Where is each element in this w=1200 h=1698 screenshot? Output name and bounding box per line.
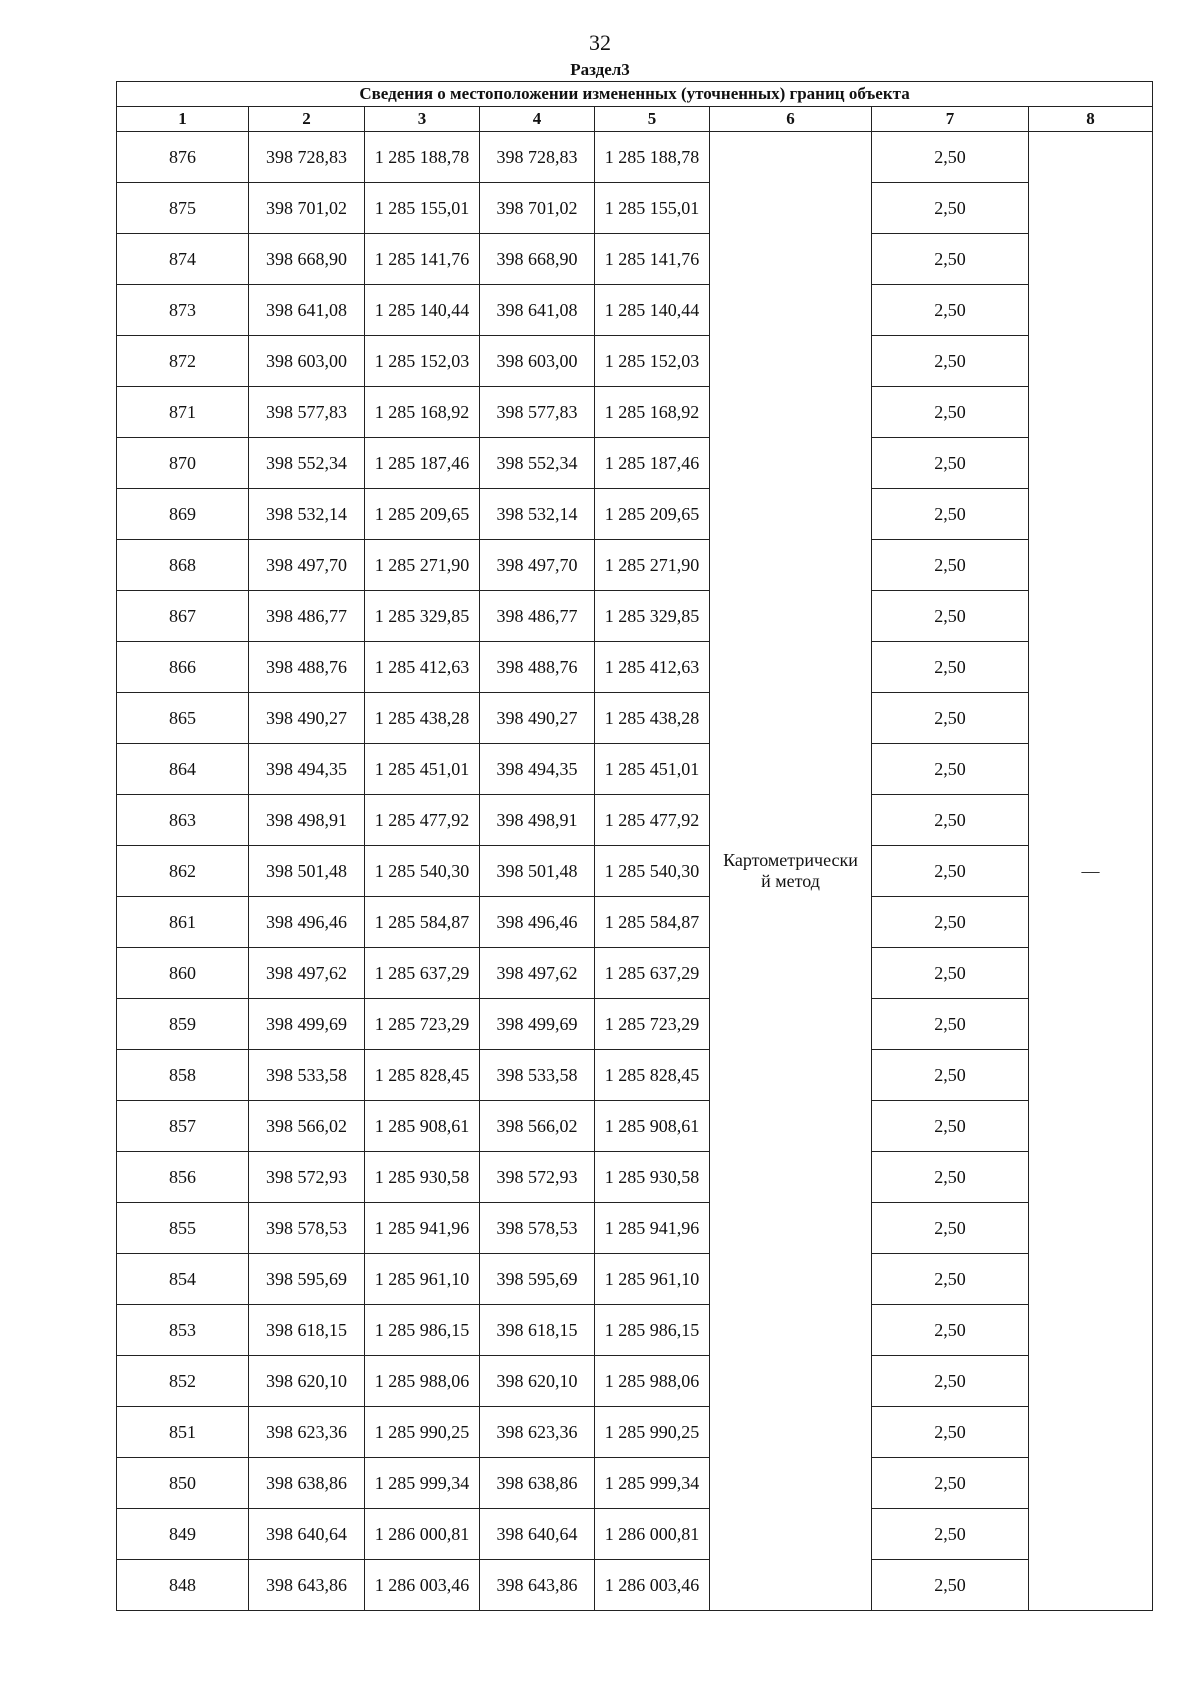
- table-row: [117, 1305, 1153, 1356]
- table-cell: 1 285 540,30: [595, 846, 710, 897]
- table-cell: 853: [117, 1305, 249, 1356]
- table-cell: 398 638,86: [249, 1458, 365, 1509]
- table-cell: 851: [117, 1407, 249, 1458]
- table-cell: 1 285 451,01: [595, 744, 710, 795]
- accuracy-cell: 2,50: [872, 183, 1029, 234]
- table-cell: 398 488,76: [249, 642, 365, 693]
- table-cell: 398 668,90: [480, 234, 595, 285]
- table-cell: 876: [117, 132, 249, 183]
- table-cell: 855: [117, 1203, 249, 1254]
- page-number: 32: [589, 30, 611, 55]
- table-cell: 1 285 637,29: [365, 948, 480, 999]
- table-cell: 398 552,34: [249, 438, 365, 489]
- table-cell: 1 285 988,06: [595, 1356, 710, 1407]
- table-cell: 398 728,83: [249, 132, 365, 183]
- table-cell: 849: [117, 1509, 249, 1560]
- column-number: 2: [249, 107, 365, 132]
- table-cell: 398 640,64: [249, 1509, 365, 1560]
- table-cell: 1 285 941,96: [365, 1203, 480, 1254]
- table-row: [117, 591, 1153, 642]
- table-row: [117, 234, 1153, 285]
- table-cell: 1 285 141,76: [365, 234, 480, 285]
- table-cell: 854: [117, 1254, 249, 1305]
- table-row: [117, 132, 1153, 183]
- table-row: [117, 336, 1153, 387]
- table-cell: 398 578,53: [249, 1203, 365, 1254]
- table-cell: 1 285 723,29: [365, 999, 480, 1050]
- accuracy-cell: 2,50: [872, 1050, 1029, 1101]
- table-cell: 398 501,48: [249, 846, 365, 897]
- table-cell: 1 285 271,90: [365, 540, 480, 591]
- accuracy-cell: 2,50: [872, 387, 1029, 438]
- method-line: й метод: [761, 871, 820, 891]
- table-cell: 398 486,77: [249, 591, 365, 642]
- table-row: [117, 1560, 1153, 1611]
- table-cell: 398 490,27: [480, 693, 595, 744]
- accuracy-cell: 2,50: [872, 642, 1029, 693]
- table-cell: 398 499,69: [249, 999, 365, 1050]
- table-cell: 1 286 003,46: [595, 1560, 710, 1611]
- table-cell: 1 285 155,01: [595, 183, 710, 234]
- table-cell: 398 603,00: [249, 336, 365, 387]
- table-cell: 1 285 140,44: [595, 285, 710, 336]
- table-cell: 398 532,14: [480, 489, 595, 540]
- table-cell: 1 285 637,29: [595, 948, 710, 999]
- table-cell: 874: [117, 234, 249, 285]
- table-cell: 1 285 828,45: [595, 1050, 710, 1101]
- table-cell: 1 285 329,85: [365, 591, 480, 642]
- accuracy-cell: 2,50: [872, 948, 1029, 999]
- table-cell: 1 285 329,85: [595, 591, 710, 642]
- section-title: Раздел3: [570, 60, 630, 79]
- table-row: [117, 1356, 1153, 1407]
- accuracy-cell: 2,50: [872, 1305, 1029, 1356]
- table-cell: 398 566,02: [249, 1101, 365, 1152]
- table-cell: 398 620,10: [249, 1356, 365, 1407]
- table-cell: 1 285 999,34: [365, 1458, 480, 1509]
- table-cell: 871: [117, 387, 249, 438]
- table-cell: 1 285 990,25: [595, 1407, 710, 1458]
- table-cell: 852: [117, 1356, 249, 1407]
- table-cell: 1 286 000,81: [365, 1509, 480, 1560]
- column8-cell: —: [1029, 132, 1153, 1611]
- table-cell: 398 566,02: [480, 1101, 595, 1152]
- table-body: [117, 132, 1153, 1611]
- table-cell: 398 552,34: [480, 438, 595, 489]
- table-cell: 398 497,62: [480, 948, 595, 999]
- table-cell: 861: [117, 897, 249, 948]
- table-cell: 1 285 961,10: [595, 1254, 710, 1305]
- table-cell: 398 618,15: [480, 1305, 595, 1356]
- table-cell: 398 640,64: [480, 1509, 595, 1560]
- accuracy-cell: 2,50: [872, 846, 1029, 897]
- table-cell: 858: [117, 1050, 249, 1101]
- table-cell: 398 496,46: [480, 897, 595, 948]
- accuracy-cell: 2,50: [872, 438, 1029, 489]
- table-cell: 1 285 999,34: [595, 1458, 710, 1509]
- table-cell: 1 285 988,06: [365, 1356, 480, 1407]
- accuracy-cell: 2,50: [872, 1356, 1029, 1407]
- table-cell: 398 643,86: [480, 1560, 595, 1611]
- table-cell: 398 618,15: [249, 1305, 365, 1356]
- accuracy-cell: 2,50: [872, 1203, 1029, 1254]
- table-cell: 1 285 152,03: [365, 336, 480, 387]
- table-row: [117, 795, 1153, 846]
- table-cell: 1 285 477,92: [365, 795, 480, 846]
- table-cell: 398 499,69: [480, 999, 595, 1050]
- table-cell: 866: [117, 642, 249, 693]
- table-cell: 398 578,53: [480, 1203, 595, 1254]
- table-cell: 398 498,91: [480, 795, 595, 846]
- table-cell: 1 285 723,29: [595, 999, 710, 1050]
- table-row: [117, 1509, 1153, 1560]
- table-cell: 1 285 412,63: [595, 642, 710, 693]
- table-row: [117, 897, 1153, 948]
- table-cell: 1 285 438,28: [595, 693, 710, 744]
- table-cell: 398 486,77: [480, 591, 595, 642]
- table-cell: 1 285 986,15: [595, 1305, 710, 1356]
- accuracy-cell: 2,50: [872, 1560, 1029, 1611]
- table-row: [117, 948, 1153, 999]
- table-cell: 875: [117, 183, 249, 234]
- table-row: [117, 387, 1153, 438]
- table-cell: 398 572,93: [249, 1152, 365, 1203]
- table-cell: 398 595,69: [480, 1254, 595, 1305]
- table-cell: 398 490,27: [249, 693, 365, 744]
- table-row: [117, 1101, 1153, 1152]
- table-row: [117, 1407, 1153, 1458]
- column-number: 6: [710, 107, 872, 132]
- accuracy-cell: 2,50: [872, 999, 1029, 1050]
- table-cell: 863: [117, 795, 249, 846]
- table-cell: 398 497,70: [249, 540, 365, 591]
- table-row: [117, 489, 1153, 540]
- coordinates-table: [116, 81, 1153, 1611]
- table-cell: 1 285 930,58: [365, 1152, 480, 1203]
- table-cell: 867: [117, 591, 249, 642]
- table-cell: 1 285 451,01: [365, 744, 480, 795]
- table-cell: 1 285 168,92: [365, 387, 480, 438]
- table-cell: 1 285 908,61: [595, 1101, 710, 1152]
- column-number: 4: [480, 107, 595, 132]
- table-row: [117, 1254, 1153, 1305]
- table-row: [117, 540, 1153, 591]
- table-cell: 1 285 412,63: [365, 642, 480, 693]
- table-cell: 872: [117, 336, 249, 387]
- table-cell: 868: [117, 540, 249, 591]
- table-cell: 1 285 152,03: [595, 336, 710, 387]
- table-cell: 1 285 188,78: [595, 132, 710, 183]
- table-cell: 398 532,14: [249, 489, 365, 540]
- table-row: [117, 693, 1153, 744]
- table-cell: 1 285 986,15: [365, 1305, 480, 1356]
- accuracy-cell: 2,50: [872, 1509, 1029, 1560]
- table-cell: 1 285 540,30: [365, 846, 480, 897]
- table-cell: 1 285 141,76: [595, 234, 710, 285]
- table-cell: 398 643,86: [249, 1560, 365, 1611]
- accuracy-cell: 2,50: [872, 744, 1029, 795]
- table-cell: 1 285 271,90: [595, 540, 710, 591]
- table-cell: 865: [117, 693, 249, 744]
- table-cell: 1 285 477,92: [595, 795, 710, 846]
- accuracy-cell: 2,50: [872, 897, 1029, 948]
- table-cell: 398 496,46: [249, 897, 365, 948]
- table-cell: 1 285 941,96: [595, 1203, 710, 1254]
- table-cell: 859: [117, 999, 249, 1050]
- table-cell: 398 623,36: [249, 1407, 365, 1458]
- column-number: 7: [872, 107, 1029, 132]
- table-cell: 857: [117, 1101, 249, 1152]
- table-cell: 398 501,48: [480, 846, 595, 897]
- column-number: 1: [117, 107, 249, 132]
- accuracy-cell: 2,50: [872, 132, 1029, 183]
- method-line: Картометрически: [723, 850, 858, 870]
- table-cell: 1 285 155,01: [365, 183, 480, 234]
- table-cell: 398 701,02: [249, 183, 365, 234]
- table-row: [117, 744, 1153, 795]
- table-cell: 873: [117, 285, 249, 336]
- table-cell: 864: [117, 744, 249, 795]
- table-row: [117, 1050, 1153, 1101]
- table-cell: 398 494,35: [480, 744, 595, 795]
- table-cell: 398 488,76: [480, 642, 595, 693]
- table-cell: 1 285 187,46: [365, 438, 480, 489]
- accuracy-cell: 2,50: [872, 285, 1029, 336]
- table-cell: 398 641,08: [249, 285, 365, 336]
- column-number: 3: [365, 107, 480, 132]
- table-cell: 1 285 584,87: [595, 897, 710, 948]
- table-cell: 398 603,00: [480, 336, 595, 387]
- table-cell: 398 641,08: [480, 285, 595, 336]
- table-cell: 860: [117, 948, 249, 999]
- table-cell: 1 285 209,65: [595, 489, 710, 540]
- table-cell: 398 577,83: [249, 387, 365, 438]
- accuracy-cell: 2,50: [872, 1152, 1029, 1203]
- table-cell: 1 285 438,28: [365, 693, 480, 744]
- accuracy-cell: 2,50: [872, 336, 1029, 387]
- accuracy-cell: 2,50: [872, 489, 1029, 540]
- table-cell: 398 572,93: [480, 1152, 595, 1203]
- table-cell: 1 285 140,44: [365, 285, 480, 336]
- table-cell: 856: [117, 1152, 249, 1203]
- table-cell: 398 498,91: [249, 795, 365, 846]
- table-row: [117, 1458, 1153, 1509]
- table-row: [117, 438, 1153, 489]
- table-cell: 869: [117, 489, 249, 540]
- column-number: 8: [1029, 107, 1153, 132]
- table-cell: 1 285 187,46: [595, 438, 710, 489]
- table-cell: 398 497,62: [249, 948, 365, 999]
- table-cell: 398 533,58: [249, 1050, 365, 1101]
- table-row: [117, 846, 1153, 897]
- table-cell: 398 533,58: [480, 1050, 595, 1101]
- table-cell: 398 497,70: [480, 540, 595, 591]
- table-cell: 1 285 209,65: [365, 489, 480, 540]
- column-number-row: [117, 107, 1153, 132]
- table-cell: 398 577,83: [480, 387, 595, 438]
- table-cell: 1 285 961,10: [365, 1254, 480, 1305]
- accuracy-cell: 2,50: [872, 591, 1029, 642]
- table-cell: 870: [117, 438, 249, 489]
- table-cell: 1 285 584,87: [365, 897, 480, 948]
- table-cell: 398 494,35: [249, 744, 365, 795]
- table-cell: 1 285 990,25: [365, 1407, 480, 1458]
- table-cell: 848: [117, 1560, 249, 1611]
- table-cell: 398 701,02: [480, 183, 595, 234]
- table-cell: 862: [117, 846, 249, 897]
- accuracy-cell: 2,50: [872, 693, 1029, 744]
- table-cell: 1 285 908,61: [365, 1101, 480, 1152]
- table-caption: Сведения о местоположении измененных (уточненных) границ объекта: [117, 82, 1153, 107]
- table-cell: 398 638,86: [480, 1458, 595, 1509]
- table-cell: 398 620,10: [480, 1356, 595, 1407]
- table-cell: 1 285 168,92: [595, 387, 710, 438]
- table-cell: 398 595,69: [249, 1254, 365, 1305]
- table-row: [117, 285, 1153, 336]
- accuracy-cell: 2,50: [872, 1458, 1029, 1509]
- accuracy-cell: 2,50: [872, 1407, 1029, 1458]
- accuracy-cell: 2,50: [872, 1101, 1029, 1152]
- method-cell: [710, 132, 872, 1611]
- table-row: [117, 1203, 1153, 1254]
- accuracy-cell: 2,50: [872, 1254, 1029, 1305]
- table-row: [117, 1152, 1153, 1203]
- table-cell: 398 623,36: [480, 1407, 595, 1458]
- accuracy-cell: 2,50: [872, 540, 1029, 591]
- table-cell: 1 285 930,58: [595, 1152, 710, 1203]
- table-cell: 1 285 828,45: [365, 1050, 480, 1101]
- table-cell: 398 728,83: [480, 132, 595, 183]
- table-cell: 1 286 003,46: [365, 1560, 480, 1611]
- table-row: [117, 999, 1153, 1050]
- accuracy-cell: 2,50: [872, 234, 1029, 285]
- table-cell: 1 285 188,78: [365, 132, 480, 183]
- accuracy-cell: 2,50: [872, 795, 1029, 846]
- table-cell: 398 668,90: [249, 234, 365, 285]
- table-row: [117, 642, 1153, 693]
- table-row: [117, 183, 1153, 234]
- column-number: 5: [595, 107, 710, 132]
- table-cell: 1 286 000,81: [595, 1509, 710, 1560]
- table-cell: 850: [117, 1458, 249, 1509]
